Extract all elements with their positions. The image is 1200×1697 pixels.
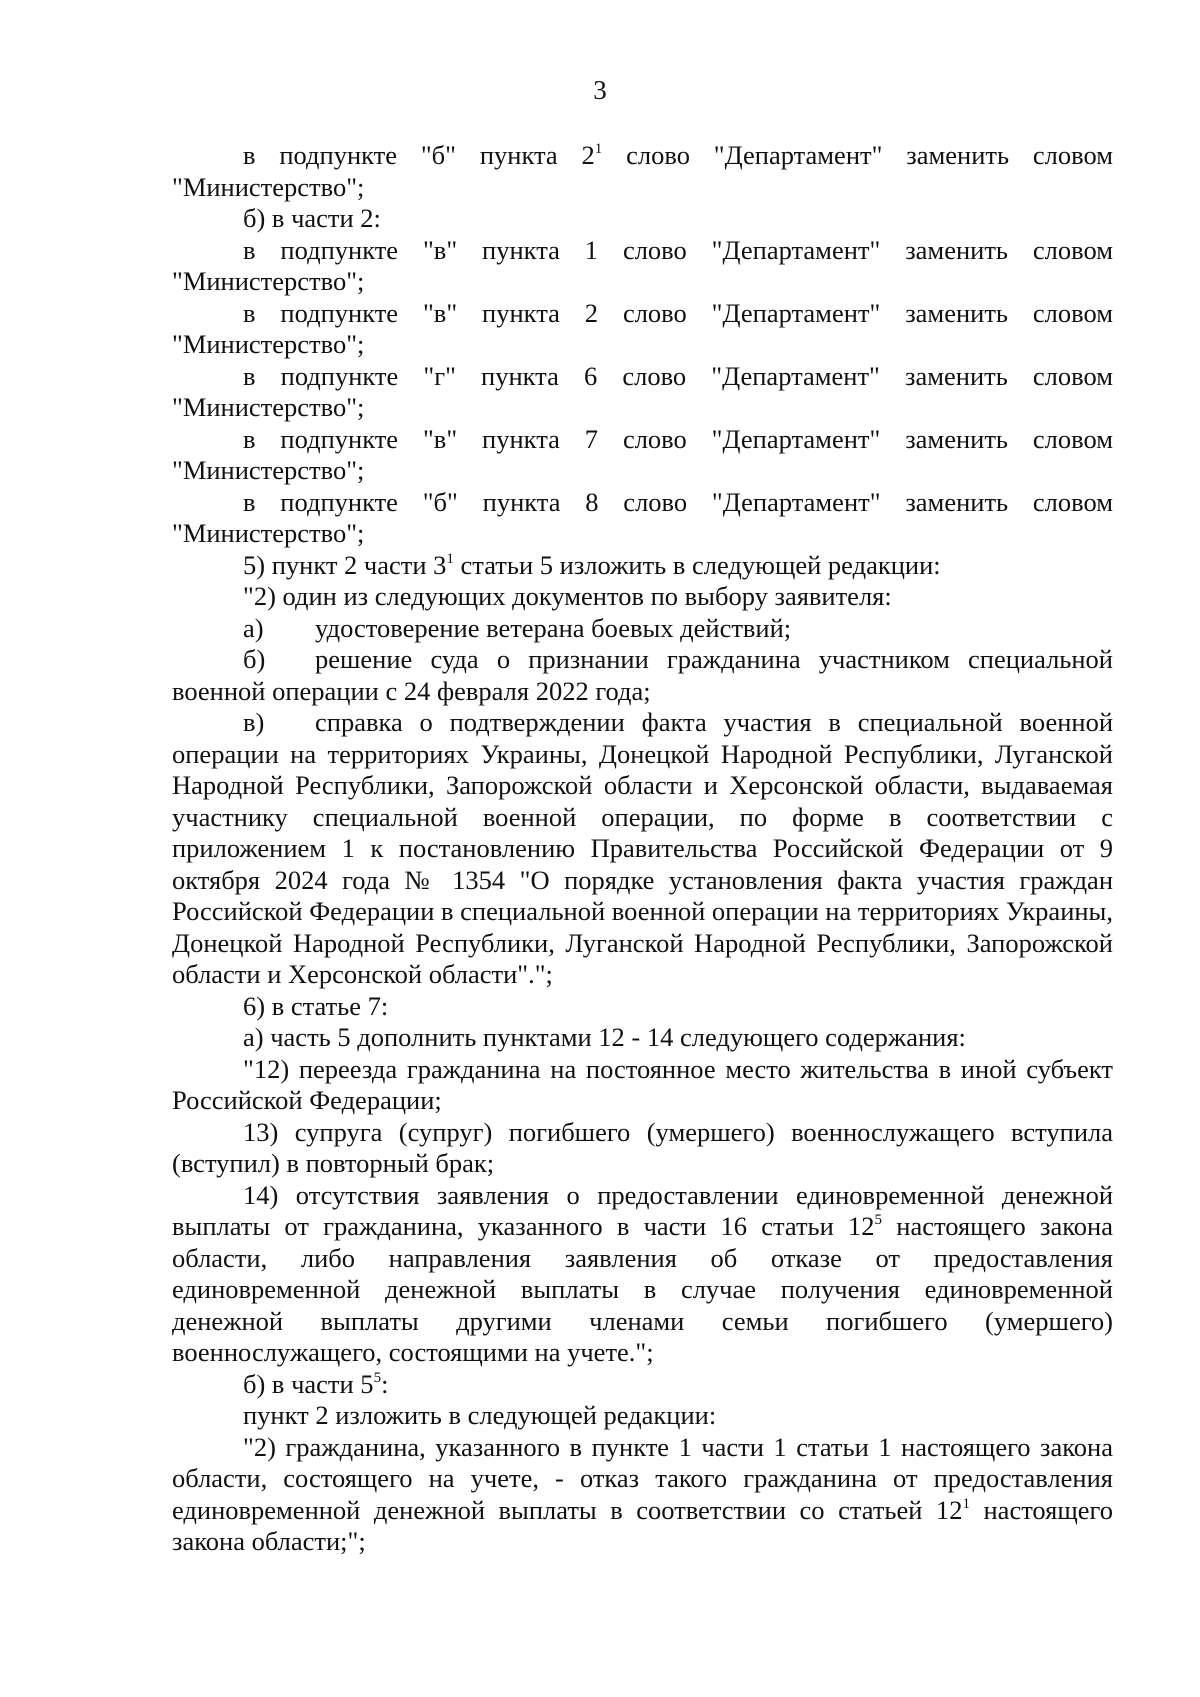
paragraph-item-14 [172, 1180, 1113, 1369]
paragraph-item-5 [172, 550, 1113, 582]
paragraph-part-5-5 [172, 1369, 1113, 1401]
paragraph-subitem-v-item-2: в подпункте "в" пункта 2 слово "Департамент" заменить словом [243, 297, 1113, 328]
paragraph-subitem-g-item-6: в подпункте "г" пункта 6 слово "Департамент" заменить словом [243, 360, 1113, 391]
paragraph-subitem-v-item-1: в подпункте "в" пункта 1 слово "Департамент" заменить словом [243, 234, 1113, 265]
list-text: решение суда о признании гражданина участником специальной военной операции с 24 февраля 2022 года; [172, 644, 1113, 706]
paragraph-subitem-a: а) часть 5 дополнить пунктами 12 - 14 следующего содержания: [243, 1022, 966, 1052]
text: б) в части 5 [243, 1368, 374, 1399]
paragraph-item-6: 6) в статье 7: [243, 990, 389, 1021]
text: 5) пункт 2 части 3 [243, 549, 447, 580]
list-item-a [172, 613, 1113, 645]
list-marker: б) [243, 644, 266, 674]
superscript: 5 [373, 1369, 382, 1386]
superscript: 5 [874, 1212, 883, 1228]
superscript: 1 [962, 1495, 970, 1512]
paragraph-item-12: "12) переезда гражданина на постоянное место жительства в иной субъект Российской Федерации; [172, 1053, 1113, 1115]
superscript: 1 [594, 141, 603, 157]
paragraph-continuation: "Министерство"; [172, 171, 365, 202]
paragraph-continuation: "Министерство"; [172, 455, 365, 485]
list-text: справка о подтверждении факта участия в специальной военной операции на территориях Украины, Донецкой Народной Республики, Луганской Народной Республики, Запорожской области и Херсонской области, выдаваемая участнику специальной военной операции, по форме в соответствии с приложением 1 к постановлению Правительства Российской Федерации от 9 октября 2024 года № 1354 "О порядке установления факта участия граждан Российской Федерации в специальной военной операции на территориях Украины, Донецкой Народной Республики, Луганской Народной Республики, Запорожской области и Херсонской области"."; [172, 707, 1113, 989]
paragraph-subitem-v-item-7: в подпункте "в" пункта 7 слово "Департамент" заменить словом [243, 423, 1113, 454]
text: : [381, 1368, 389, 1399]
paragraph-continuation: "Министерство"; [172, 518, 365, 548]
document-body [172, 140, 1113, 1558]
paragraph-quote-item-2-citizen [172, 1432, 1113, 1558]
list-item-v [172, 707, 1113, 991]
page-number: 3 [593, 75, 607, 105]
text: 14) отсутствия заявления о предоставлении единовременной денежной выплаты от гражданина, указанного в части 16 статьи 12 [172, 1179, 1113, 1241]
list-text: удостоверение ветерана боевых действий; [315, 612, 792, 643]
text: настоящего закона области, либо направления заявления об отказе от предоставления единовременной денежной выплаты в случае получения единовременной денежной выплаты другими членами семьи погибшего (умершего) военнослужащего, состоящими на учете."; [172, 1211, 1113, 1367]
list-item-b [172, 644, 1113, 707]
list-marker: в) [243, 707, 265, 737]
paragraph-continuation: "Министерство"; [172, 266, 365, 296]
paragraph-quote-item-2: "2) один из следующих документов по выбору заявителя: [243, 581, 892, 611]
paragraph-subitem-b-item-2-1 [172, 140, 1113, 172]
text: "2) гражданина, указанного в пункте 1 части 1 статьи 1 настоящего закона области, состоящего на учете, - отказ такого гражданина от предоставления единовременной денежной выплаты в соответствии со статьей 12 [172, 1431, 1113, 1525]
paragraph-item-13: 13) супруга (супруг) погибшего (умершего) военнослужащего вступила (вступил) в повторный брак; [172, 1116, 1113, 1178]
text: настоящего закона области;"; [172, 1494, 1113, 1556]
paragraph-part-2: б) в части 2: [243, 203, 381, 233]
paragraph-item-2-new: пункт 2 изложить в следующей редакции: [243, 1400, 717, 1430]
paragraph-continuation: "Министерство"; [172, 329, 365, 359]
text: статьи 5 изложить в следующей редакции: [453, 549, 941, 580]
paragraph-subitem-b-item-8: в подпункте "б" пункта 8 слово "Департамент" заменить словом [243, 486, 1113, 517]
text: слово "Департамент" заменить словом [602, 140, 1113, 170]
superscript: 1 [446, 550, 454, 567]
list-marker: а) [243, 612, 264, 643]
paragraph-continuation: "Министерство"; [172, 392, 365, 422]
text: в подпункте "б" пункта 2 [243, 140, 595, 170]
